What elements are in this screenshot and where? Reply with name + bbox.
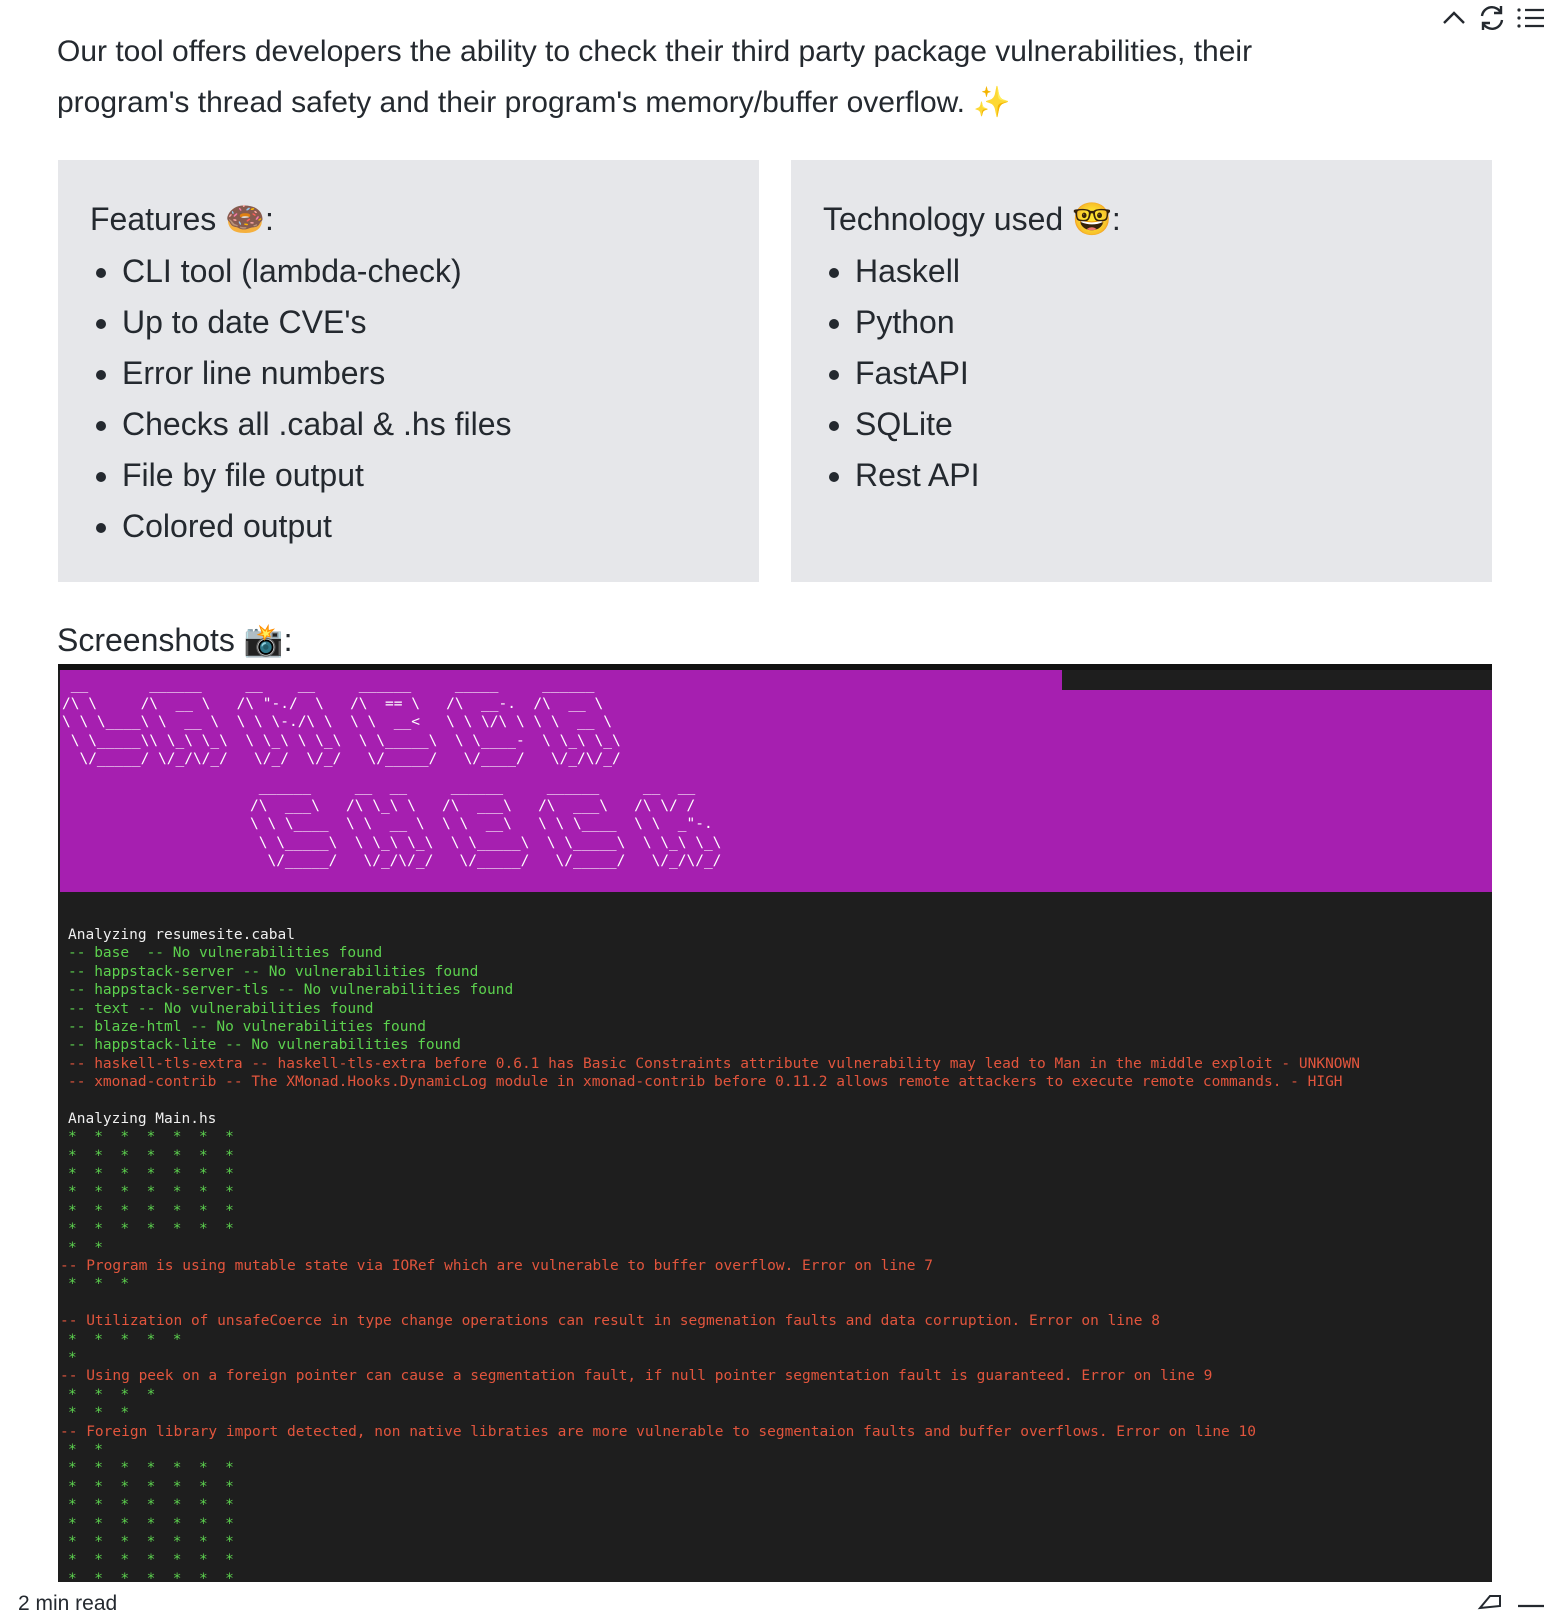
- terminal-line: * * * * * * *: [68, 1460, 234, 1477]
- terminal-output: [58, 926, 1360, 1582]
- terminal-line: * * * * * * *: [68, 1552, 234, 1569]
- terminal-line: -- happstack-lite -- No vulnerabilities found: [68, 1037, 461, 1054]
- terminal-line: Analyzing resumesite.cabal: [68, 927, 295, 943]
- terminal-line: * * *: [68, 1276, 130, 1293]
- terminal-line: -- Foreign library import detected, non native libraties are more vulnerable to segmentaion faults and buffer overflows. Error on line 10: [60, 1423, 1256, 1440]
- list-item: • File by file output: [122, 450, 759, 501]
- list-item: • Colored output: [122, 501, 759, 552]
- terminal-line: Analyzing Main.hs: [68, 1110, 217, 1127]
- terminal-line: -- happstack-server -- No vulnerabilities found: [68, 963, 479, 980]
- refresh-icon[interactable]: [1476, 2, 1508, 34]
- nerd-face-icon: 🤓: [1072, 200, 1112, 238]
- technology-title: Technology used 🤓:: [823, 200, 1121, 238]
- terminal-line: * * * * * * *: [68, 1497, 234, 1514]
- terminal-line: [60, 1092, 1360, 1110]
- terminal-line: -- xmonad-contrib -- The XMonad.Hooks.DynamicLog module in xmonad-contrib before 0.11.2 allows remote attackers to execute remote commands. - HIGH: [68, 1074, 1343, 1091]
- terminal-line: * * * * * * *: [68, 1184, 234, 1201]
- terminal-line: -- base -- No vulnerabilities found: [68, 945, 383, 962]
- list-item: • CLI tool (lambda-check): [122, 246, 759, 297]
- technology-card: [791, 160, 1492, 582]
- camera-flash-icon: 📸: [243, 621, 284, 659]
- terminal-line: * * * * *: [68, 1331, 182, 1348]
- features-list: [90, 246, 759, 552]
- terminal-line: [60, 1294, 1360, 1312]
- terminal-line: -- Program is using mutable state via IORef which are vulnerable to buffer overflow. Error on line 7: [60, 1258, 933, 1275]
- list-icon[interactable]: [1514, 2, 1546, 34]
- screenshots-title: Screenshots 📸:: [57, 621, 293, 659]
- intro-paragraph: [57, 26, 1457, 128]
- list-item: • Checks all .cabal & .hs files: [122, 399, 759, 450]
- terminal-line: * * * * * * *: [68, 1221, 234, 1238]
- list-item: • Python: [855, 297, 1492, 348]
- technology-list: [823, 246, 1492, 501]
- terminal-line: * * * * * * *: [68, 1570, 234, 1582]
- terminal-line: * * * * * * *: [68, 1129, 234, 1146]
- banner-notch: [1062, 670, 1492, 690]
- list-item: • FastAPI: [855, 348, 1492, 399]
- features-title-text: Features: [90, 201, 217, 237]
- terminal-line: * * *: [68, 1405, 130, 1422]
- terminal-line: * * * * * * *: [68, 1533, 234, 1550]
- terminal-line: -- haskell-tls-extra -- haskell-tls-extra before 0.6.1 has Basic Constraints attribute vulnerability may lead to Man in the middle exploit - UNKNOWN: [68, 1055, 1361, 1072]
- intro-line-1: Our tool offers developers the ability to check their third party package vulnerabilities, their: [57, 35, 1253, 68]
- read-time: 2 min read: [18, 1592, 118, 1615]
- list-item: • Rest API: [855, 450, 1492, 501]
- terminal-line: * * * * * * *: [68, 1515, 234, 1532]
- list-item: • Haskell: [855, 246, 1492, 297]
- intro-line-2-text: program's thread safety and their program's memory/buffer overflow.: [57, 86, 965, 119]
- banner-lambda-art: __ ______ __ __ ______ _____ ______ /\ \ /\ __ \ /\ "-./ \ /\ == \ /\ __-. /\ __ \ \ \ \____\ \ __ \ \ \ \-./\ \ \ \ __< \ \ \/\ \ \ \ __ \ \ \_____\\ \_\ \_\ \ \_\ \ \_\ \ \_____\ \ \____- \ \_\ \_\ \/_____/ \/_/\/_/ \/_/ \/_/ \/_____/ \/____/ \/_/\/_/: [62, 677, 621, 767]
- banner-check-art: ______ __ __ ______ ______ __ __ /\ ___\ /\ \_\ \ /\ ___\ /\ ___\ /\ \/ / \ \ \____ \ \ __ \ \ \ __\ \ \ \____ \ \ _"-. \ \_____\ \ \_\ \_\ \ \_____\ \ \_____\ \ \_\ \_\ \/_____/ \/_/\/_/ \/_____/ \/_____/ \/_/\/_/: [250, 779, 722, 869]
- terminal-line: * *: [68, 1239, 103, 1256]
- list-item: • SQLite: [855, 399, 1492, 450]
- list-item: • Up to date CVE's: [122, 297, 759, 348]
- terminal-line: * * * *: [68, 1386, 156, 1403]
- intro-line-2: [57, 77, 1457, 128]
- terminal-line: -- Utilization of unsafeCoerce in type change operations can result in segmenation faults and data corruption. Error on line 8: [60, 1313, 1160, 1330]
- features-card: [58, 160, 759, 582]
- sparkles-icon: ✨: [973, 85, 1011, 120]
- terminal-screenshot: [58, 664, 1492, 1582]
- terminal-line: -- happstack-server-tls -- No vulnerabilities found: [68, 982, 514, 999]
- terminal-line: -- text -- No vulnerabilities found: [68, 1000, 374, 1017]
- screenshots-title-text: Screenshots: [57, 622, 235, 658]
- features-title: Features 🍩:: [90, 200, 274, 238]
- list-item: • Error line numbers: [122, 348, 759, 399]
- terminal-line: * * * * * * *: [68, 1166, 234, 1183]
- terminal-line: * *: [68, 1441, 103, 1458]
- terminal-line: * * * * * * *: [68, 1478, 234, 1495]
- terminal-line: -- blaze-html -- No vulnerabilities found: [68, 1018, 426, 1035]
- footer-toolbar: [1476, 1590, 1546, 1615]
- donut-icon: 🍩: [225, 200, 266, 238]
- terminal-banner: [60, 670, 1492, 892]
- minus-icon[interactable]: [1516, 1590, 1546, 1615]
- terminal-line: -- Using peek on a foreign pointer can cause a segmentation fault, if null pointer segmentation fault is guaranteed. Error on line 9: [60, 1368, 1213, 1385]
- terminal-line: * * * * * * *: [68, 1202, 234, 1219]
- terminal-line: *: [68, 1349, 77, 1366]
- tag-icon[interactable]: [1476, 1590, 1506, 1615]
- terminal-line: * * * * * * *: [68, 1147, 234, 1164]
- technology-title-text: Technology used: [823, 201, 1064, 237]
